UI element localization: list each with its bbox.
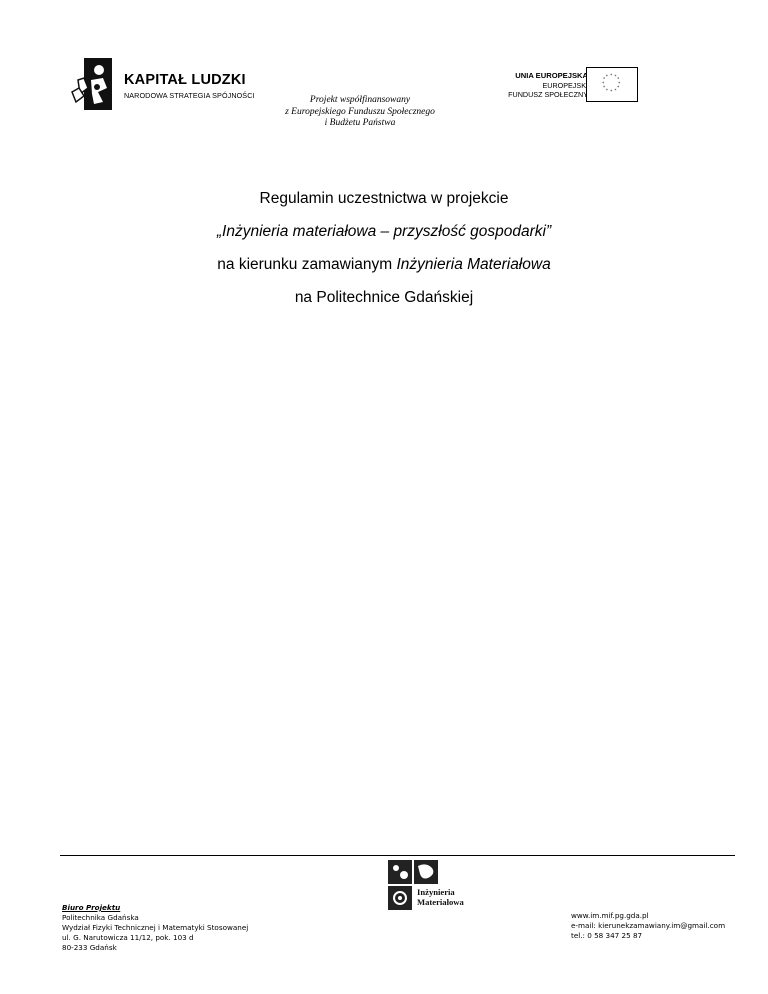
svg-text:*: * (610, 72, 613, 78)
email-text: e-mail: kierunekzamawiany.im@gmail.com (571, 921, 726, 930)
svg-text:*: * (618, 80, 621, 86)
eu-fund-line: EUROPEJSKI (542, 80, 588, 90)
eu-flag-icon (586, 67, 638, 102)
svg-text:*: * (605, 88, 608, 94)
svg-text:*: * (614, 88, 617, 94)
kapital-ludzki-title: KAPITAŁ LUDZKI (124, 72, 246, 88)
phone-text: tel.: 0 58 347 25 87 (571, 931, 643, 940)
inzynieria-materialowa-logo (388, 860, 472, 910)
footer-divider (60, 855, 735, 856)
im-logo-line-1: Inżynieria (417, 887, 455, 897)
svg-text:*: * (605, 73, 608, 79)
field-of-study: Inżynieria Materiałowa (396, 256, 551, 273)
project-office-heading: Biuro Projektu (62, 903, 121, 912)
contact-info (571, 911, 725, 941)
title-line-4: na Politechnice Gdańskiej (294, 289, 474, 306)
document-title (0, 190, 768, 322)
svg-text:*: * (614, 73, 617, 79)
svg-text:*: * (603, 85, 606, 91)
title-line-3 (0, 256, 768, 289)
project-name: „Inżynieria materiałowa – przyszłość gospodarki” (216, 223, 552, 240)
kapital-ludzki-subtitle: NARODOWA STRATEGIA SPÓJNOŚCI (124, 91, 255, 100)
address-line: Politechnika Gdańska (62, 913, 139, 922)
project-office-address (62, 903, 248, 953)
im-logo-line-2: Materiałowa (417, 897, 464, 907)
svg-text:*: * (617, 76, 620, 82)
address-line: ul. G. Narutowicza 11/12, pok. 103 d (62, 933, 194, 942)
svg-text:*: * (602, 80, 605, 86)
address-line: Wydział Fizyki Technicznej i Matematyki Stosowanej (62, 923, 249, 932)
title-line-3-prefix: na kierunku zamawianym (217, 256, 397, 273)
svg-text:*: * (603, 76, 606, 82)
funding-line: Projekt współfinansowany (309, 95, 411, 105)
website-text: www.im.mif.pg.gda.pl (571, 911, 649, 920)
funding-line: i Budżetu Państwa (324, 118, 396, 128)
eu-name: UNIA EUROPEJSKA (515, 71, 588, 80)
eu-logo-text (508, 71, 588, 100)
svg-text:*: * (610, 88, 613, 94)
svg-text:*: * (617, 85, 620, 91)
funding-line: z Europejskiego Funduszu Społecznego (285, 106, 435, 117)
address-line: 80-233 Gdańsk (62, 943, 117, 952)
eu-fund-line: FUNDUSZ SPOŁECZNY (508, 90, 588, 99)
kapital-ludzki-emblem-icon (70, 58, 112, 110)
title-line-1: Regulamin uczestnictwa w projekcie (259, 190, 509, 207)
funding-note (230, 95, 490, 130)
